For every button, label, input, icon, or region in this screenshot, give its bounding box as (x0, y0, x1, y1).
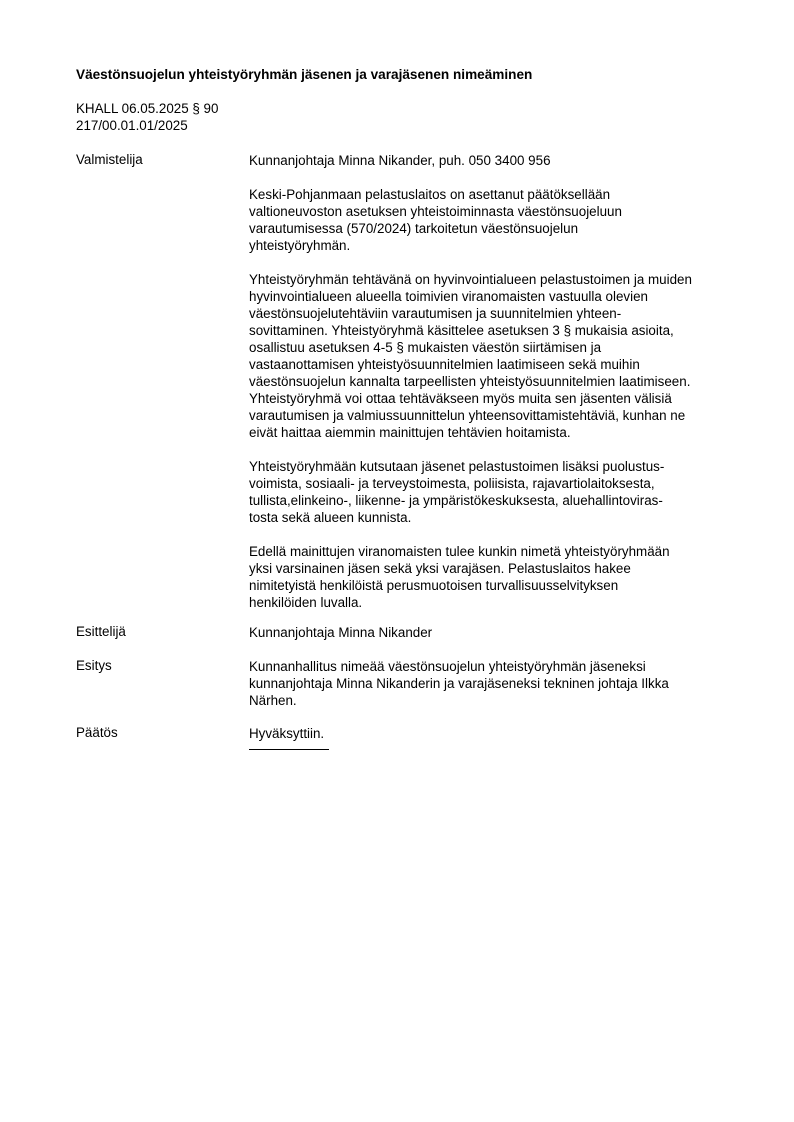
document-title: Väestönsuojelun yhteistyöryhmän jäsenen ja varajäsenen nimeäminen (76, 67, 533, 82)
presenter-text: Kunnanjohtaja Minna Nikander (249, 625, 433, 640)
meeting-reference: KHALL 06.05.2025 § 90 (76, 101, 219, 116)
document-meta (76, 100, 218, 134)
section-label: Esitys (76, 658, 112, 673)
section-label: Päätös (76, 725, 118, 740)
paragraph: Keski-Pohjanmaan pelastuslaitos on asettanut päätöksellään valtioneuvoston asetuksen yhteistoiminnasta väestönsuojeluun varautumisessa (570/2024) tarkoitetun väestönsuojelun yhteistyöryhmän. (249, 187, 622, 253)
paragraph: Yhteistyöryhmään kutsutaan jäsenet pelastustoimen lisäksi puolustus- voimista, sosiaali- ja terveystoimesta, poliisista, rajavartiolaitoksesta, tullista,elinkeino-, liikenne- ja ympäristökeskuksesta, aluehallintoviras- tosta sekä alueen kunnista. (249, 459, 665, 525)
section-content (249, 725, 744, 750)
paragraph: Edellä mainittujen viranomaisten tulee kunkin nimetä yhteistyöryhmään yksi varsinainen jäsen sekä yksi varajäsen. Pelastuslaitos hakee nimitetyistä henkilöistä perusmuotoisen turvallisuusselvityksen henkilöiden luvalla. (249, 544, 670, 610)
section-content (249, 658, 744, 709)
case-number: 217/00.01.01/2025 (76, 118, 188, 133)
preparer-line: Kunnanjohtaja Minna Nikander, puh. 050 3400 956 (249, 153, 551, 168)
section-content (249, 152, 744, 611)
section-content (249, 624, 744, 641)
decision-underline (249, 749, 329, 750)
section-label: Esittelijä (76, 624, 126, 639)
decision-text: Hyväksyttiin. (249, 726, 325, 741)
paragraph: Yhteistyöryhmän tehtävänä on hyvinvointialueen pelastustoimen ja muiden hyvinvointialueen alueella toimivien viranomaisten vastuulla olevien väestönsuojelutehtäviin varautumisen ja suunnitelmien yhteen- sovittaminen. Yhteistyöryhmä käsittelee asetuksen 3 § mukaisia asioita, osallistuu asetuksen 4-5 § mukaisten väestön siirtämisen ja vastaanottamisen yhteistyösuunnitelmien laatimiseen sekä muihin väestönsuojelun kannalta tarpeellisten yhteistyösuunnitelmien laatimiseen. Yhteistyöryhmä voi ottaa tehtäväkseen myös muita sen jäsenten välisiä varautumisen ja valmiussuunnittelun yhteensovittamistehtäviä, kunhan ne eivät haittaa aiemmin mainittujen tehtävien hoitamista. (249, 272, 692, 440)
proposal-text: Kunnanhallitus nimeää väestönsuojelun yhteistyöryhmän jäseneksi kunnanjohtaja Minna Nikanderin ja varajäseneksi tekninen johtaja Ilkka Närhen. (249, 659, 669, 708)
section-label: Valmistelija (76, 152, 143, 167)
